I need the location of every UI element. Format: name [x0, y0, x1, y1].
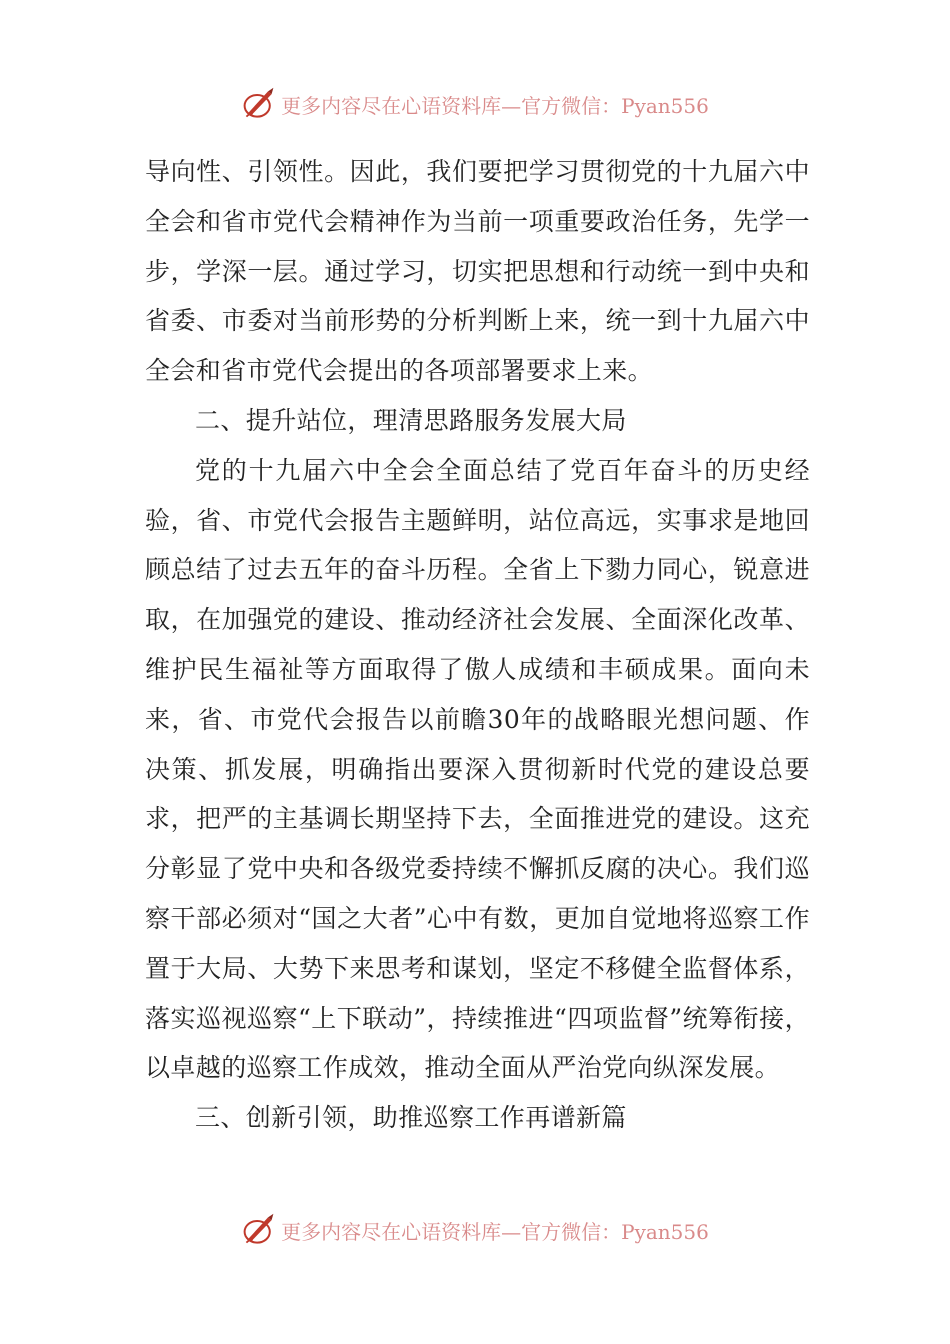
document-body [145, 147, 810, 1143]
paragraph-1: 导向性、引领性。因此，我们要把学习贯彻党的十九届六中全会和省市党代会精神作为当前一项重要政治任务，先学一步，学深一层。通过学习，切实把思想和行动统一到中央和省委、市委对当前形势的分析判断上来，统一到十九届六中全会和省市党代会提出的各项部署要求上来。 [145, 157, 810, 386]
quill-pen-logo-icon [241, 86, 277, 122]
section-heading-3: 三、创新引领，助推巡察工作再谱新篇 [195, 1103, 627, 1133]
paragraph-2: 党的十九届六中全会全面总结了党百年奋斗的历史经验，省、市党代会报告主题鲜明，站位高远，实事求是地回顾总结了过去五年的奋斗历程。全省上下勠力同心，锐意进取，在加强党的建设、推动经济社会发展、全面深化改革、维护民生福祉等方面取得了傲人成绩和丰硕成果。面向未来，省、市党代会报告以前瞻30年的战略眼光想问题、作决策、抓发展，明确指出要深入贯彻新时代党的建设总要求，把严的主基调长期坚持下去，全面推进党的建设。这充分彰显了党中央和各级党委持续不懈抓反腐的决心。我们巡察干部必须对“国之大者”心中有数，更加自觉地将巡察工作置于大局、大势下来思考和谋划，坚定不移健全监督体系，落实巡视巡察“上下联动”，持续推进“四项监督”统筹衔接，以卓越的巡察工作成效，推动全面从严治党向纵深发展。 [145, 455, 810, 1083]
quill-pen-logo-icon [241, 1212, 277, 1248]
header-watermark [0, 84, 950, 124]
section-heading-2: 二、提升站位，理清思路服务发展大局 [195, 405, 627, 435]
header-watermark-text: 更多内容尽在心语资料库—官方微信：Pyan556 [281, 93, 709, 118]
footer-watermark-text: 更多内容尽在心语资料库—官方微信：Pyan556 [281, 1219, 709, 1244]
footer-watermark [0, 1210, 950, 1250]
